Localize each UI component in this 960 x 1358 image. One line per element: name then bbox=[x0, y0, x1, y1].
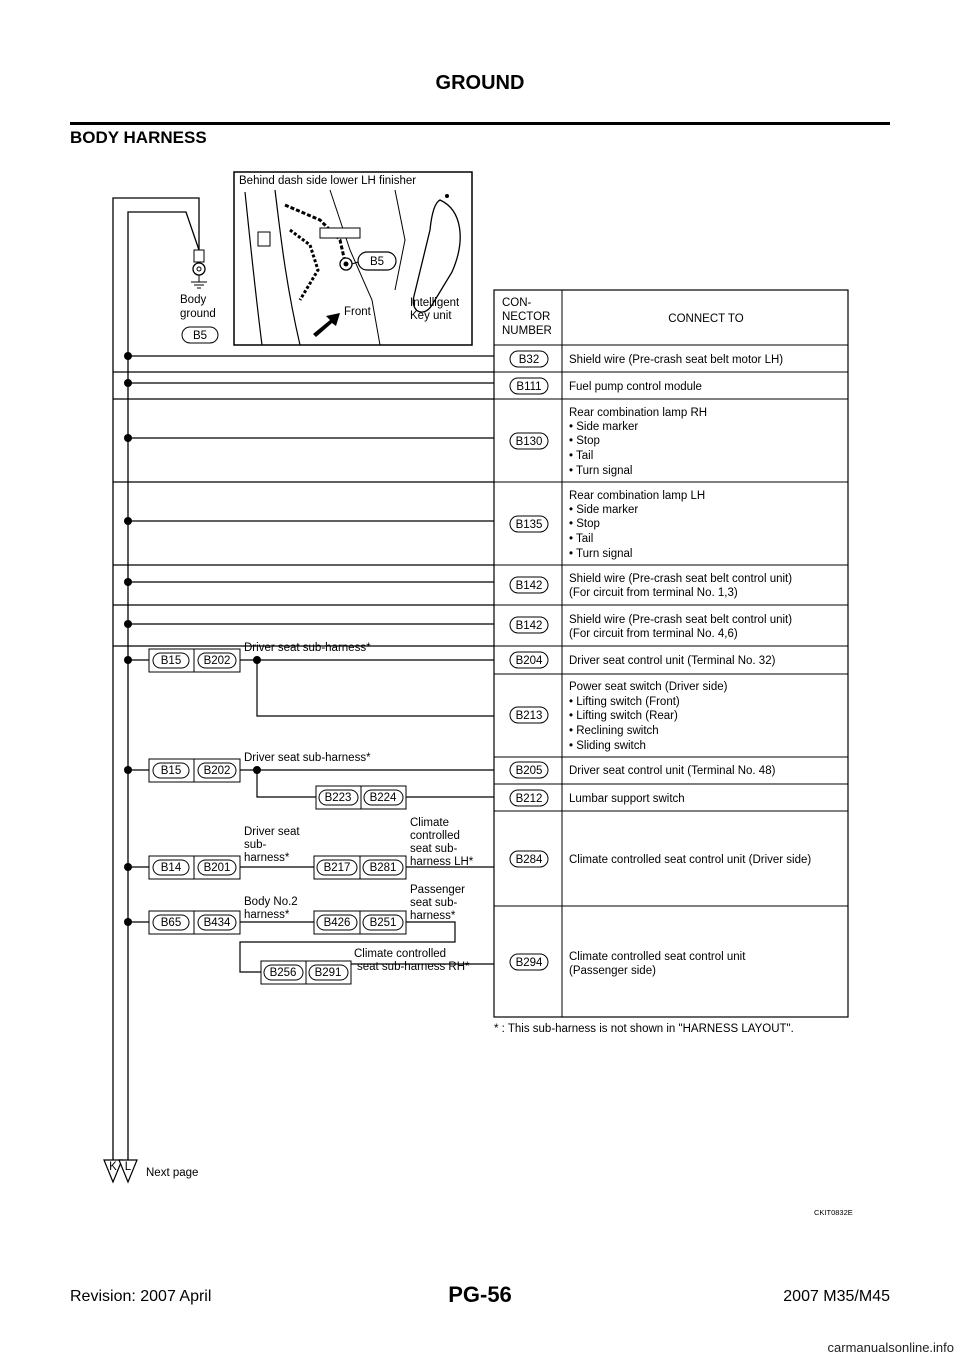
harness-connector-left: B223 bbox=[324, 792, 352, 804]
watermark: carmanualsonline.info bbox=[827, 1340, 954, 1355]
row-desc: • Tail bbox=[569, 450, 594, 462]
harness-connector-right: B202 bbox=[203, 765, 231, 777]
row-connector: B205 bbox=[515, 765, 543, 777]
row-connector: B204 bbox=[515, 655, 543, 667]
harness-label: seat sub- bbox=[410, 843, 458, 855]
row-desc: Driver seat control unit (Terminal No. 48) bbox=[569, 765, 776, 777]
harness-connectors bbox=[149, 642, 474, 984]
harness-connector-right: B251 bbox=[369, 917, 397, 929]
harness-connector-left: B15 bbox=[160, 655, 182, 667]
row-desc: • Side marker bbox=[569, 421, 639, 433]
harness-label: Passenger bbox=[410, 884, 465, 896]
harness-label: Climate controlled bbox=[354, 948, 447, 960]
inset-callout-b5: B5 bbox=[369, 256, 385, 268]
harness-label: seat sub-harness RH* bbox=[357, 961, 470, 973]
row-desc: • Stop bbox=[569, 518, 600, 530]
section-title: BODY HARNESS bbox=[70, 128, 207, 147]
row-connector: B135 bbox=[515, 519, 543, 531]
row-desc: Rear combination lamp LH bbox=[569, 490, 706, 502]
harness-connector-left: B65 bbox=[160, 917, 182, 929]
col1-header-line3: NUMBER bbox=[502, 325, 552, 337]
row-connector: B213 bbox=[515, 710, 543, 722]
col1-header-line2: NECTOR bbox=[502, 311, 551, 323]
row-connector: B284 bbox=[515, 854, 543, 866]
harness-label: harness* bbox=[410, 910, 456, 922]
inset-front-label: Front bbox=[344, 306, 371, 318]
body-ground-label-line2: ground bbox=[180, 308, 216, 320]
body-ground-connector: B5 bbox=[192, 330, 208, 342]
harness-label: harness* bbox=[244, 909, 290, 921]
footer-model: 2007 M35/M45 bbox=[783, 1288, 890, 1305]
col1-header-line1: CON- bbox=[502, 297, 532, 309]
next-page-label: Next page bbox=[146, 1167, 199, 1179]
arrow-l-label: L bbox=[124, 1161, 132, 1173]
row-desc: Lumbar support switch bbox=[569, 793, 685, 805]
harness-label: controlled bbox=[410, 830, 460, 842]
row-connector: B294 bbox=[515, 957, 543, 969]
row-desc: • Side marker bbox=[569, 504, 639, 516]
row-desc: Shield wire (Pre-crash seat belt control unit) bbox=[569, 614, 793, 626]
row-desc: • Lifting switch (Front) bbox=[569, 696, 680, 708]
row-connector: B111 bbox=[516, 381, 542, 393]
footnote: * : This sub-harness is not shown in "HARNESS LAYOUT". bbox=[494, 1023, 794, 1035]
harness-label: Driver seat sub-harness* bbox=[244, 642, 371, 654]
figure-id: CKIT0832E bbox=[814, 1208, 853, 1217]
harness-connector-right: B291 bbox=[314, 967, 342, 979]
inset-key-unit-line1: Intelligent bbox=[410, 297, 460, 309]
harness-label: Driver seat sub-harness* bbox=[244, 752, 371, 764]
harness-connector-right: B202 bbox=[203, 655, 231, 667]
col2-header: CONNECT TO bbox=[668, 313, 744, 325]
row-desc: • Reclining switch bbox=[569, 725, 659, 737]
harness-connector-left: B426 bbox=[323, 917, 351, 929]
row-desc: (Passenger side) bbox=[569, 965, 656, 977]
harness-label: harness* bbox=[244, 852, 290, 864]
footer-revision: Revision: 2007 April bbox=[70, 1288, 212, 1305]
harness-connector-right: B201 bbox=[203, 862, 231, 874]
row-desc: Climate controlled seat control unit (Driver side) bbox=[569, 854, 812, 866]
row-desc: Power seat switch (Driver side) bbox=[569, 681, 728, 693]
row-desc: (For circuit from terminal No. 4,6) bbox=[569, 628, 738, 640]
row-desc: • Stop bbox=[569, 435, 600, 447]
row-desc: • Turn signal bbox=[569, 465, 633, 477]
row-desc: Climate controlled seat control unit bbox=[569, 951, 746, 963]
footer-page-number: PG-56 bbox=[448, 1282, 512, 1307]
row-desc: Driver seat control unit (Terminal No. 32) bbox=[569, 655, 776, 667]
next-page-arrows bbox=[104, 1160, 198, 1182]
harness-connector-right: B224 bbox=[369, 792, 397, 804]
harness-label: harness LH* bbox=[410, 856, 474, 868]
inset-caption: Behind dash side lower LH finisher bbox=[239, 175, 417, 187]
row-connector: B142 bbox=[515, 620, 543, 632]
harness-connector-left: B15 bbox=[160, 765, 182, 777]
body-ground-label-line1: Body bbox=[180, 294, 207, 306]
harness-label: sub- bbox=[244, 839, 267, 851]
row-desc: • Lifting switch (Rear) bbox=[569, 710, 678, 722]
harness-connector-left: B217 bbox=[323, 862, 351, 874]
row-desc: Shield wire (Pre-crash seat belt control unit) bbox=[569, 573, 793, 585]
harness-label: Climate bbox=[410, 817, 449, 829]
arrow-k-label: K bbox=[109, 1161, 117, 1173]
harness-connector-left: B256 bbox=[269, 967, 297, 979]
harness-connector-right: B434 bbox=[203, 917, 231, 929]
row-desc: • Tail bbox=[569, 533, 594, 545]
harness-connector-left: B14 bbox=[160, 862, 182, 874]
row-connector: B212 bbox=[515, 793, 543, 805]
row-connector: B130 bbox=[515, 436, 543, 448]
row-desc: Fuel pump control module bbox=[569, 381, 702, 393]
harness-label: seat sub- bbox=[410, 897, 458, 909]
row-desc: • Turn signal bbox=[569, 548, 633, 560]
row-desc: Rear combination lamp RH bbox=[569, 407, 708, 419]
connect-to-table bbox=[494, 290, 848, 1017]
row-desc: Shield wire (Pre-crash seat belt motor LH) bbox=[569, 354, 784, 366]
table-descriptions bbox=[569, 354, 811, 977]
row-connector: B142 bbox=[515, 580, 543, 592]
row-connector: B32 bbox=[518, 354, 540, 366]
harness-connector-right: B281 bbox=[369, 862, 397, 874]
inset-illustration bbox=[234, 172, 472, 345]
ground-symbol bbox=[113, 198, 218, 1160]
row-desc: (For circuit from terminal No. 1,3) bbox=[569, 587, 738, 599]
page-title: GROUND bbox=[435, 72, 525, 94]
table-connectors bbox=[510, 351, 548, 970]
harness-label: Body No.2 bbox=[244, 896, 298, 908]
inset-key-unit-line2: Key unit bbox=[410, 310, 452, 322]
row-desc: • Sliding switch bbox=[569, 740, 646, 752]
harness-label: Driver seat bbox=[244, 826, 300, 838]
